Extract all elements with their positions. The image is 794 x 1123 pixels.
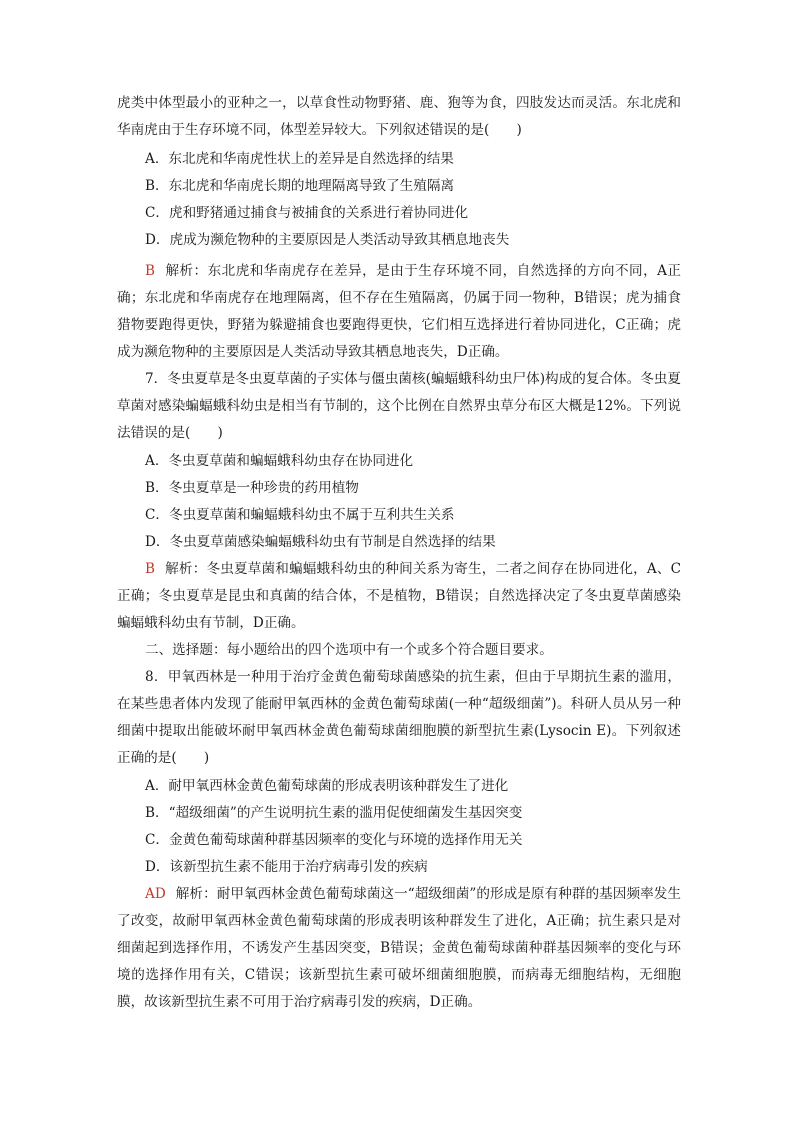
q7-explanation [117, 556, 681, 637]
q7-option-b: B．冬虫夏草是一种珍贵的药用植物 [145, 480, 359, 496]
q6-option-c: C．虎和野猪通过捕食与被捕食的关系进行着协同进化 [145, 205, 469, 221]
q8-answer: AD [145, 886, 166, 902]
q6-answer: B [145, 263, 155, 279]
q6-explanation-text: 解析：东北虎和华南虎存在差异，是由于生存环境不同，自然选择的方向不同，A正确；东北虎和华南虎存在地理隔离，但不存在生殖隔离，仍属于同一物种，B错误；虎为捕食猎物要跑得更快，野猪为躲避捕食也要跑得更快，它们相互选择进行着协同进化，C正确；虎成为濒危物种的主要原因是人类活动导致其栖息地丧失，D正确。 [117, 263, 681, 360]
q7-stem: 7．冬虫夏草是冬虫夏草菌的子实体与僵虫菌核(蝙蝠蛾科幼虫尸体)构成的复合体。冬虫夏草菌对感染蝙蝠蛾科幼虫是相当有节制的，这个比例在自然界虫草分布区大概是12%。下列说法错误的是( ) [117, 371, 681, 441]
q7-option-c: C．冬虫夏草菌和蝙蝠蛾科幼虫不属于互利共生关系 [145, 507, 455, 523]
q6-option-d: D．虎成为濒危物种的主要原因是人类活动导致其栖息地丧失 [145, 232, 510, 248]
q8-option-a: A．耐甲氧西林金黄色葡萄球菌的形成表明该种群发生了进化 [145, 778, 509, 794]
q7-option-d: D．冬虫夏草菌感染蝙蝠蛾科幼虫有节制是自然选择的结果 [145, 534, 496, 550]
q7-answer: B [145, 561, 155, 577]
q8-stem: 8．甲氧西林是一种用于治疗金黄色葡萄球菌感染的抗生素，但由于早期抗生素的滥用，在某些患者体内发现了能耐甲氧西林的金黄色葡萄球菌(一种“超级细菌”)。科研人员从另一种细菌中提取出能破坏耐甲氧西林金黄色葡萄球菌细胞膜的新型抗生素(Lysocin E)。下列叙述正确的是( ) [117, 669, 681, 766]
q6-option-b: B．东北虎和华南虎长期的地理隔离导致了生殖隔离 [145, 178, 455, 194]
q8-option-b: B．“超级细菌”的产生说明抗生素的滥用促使细菌发生基因突变 [145, 805, 523, 821]
q8-explanation-text: 解析：耐甲氧西林金黄色葡萄球菌这一“超级细菌”的形成是原有种群的基因频率发生了改变，故耐甲氧西林金黄色葡萄球菌的形成表明该种群发生了进化，A正确；抗生素只是对细菌起到选择作用，不诱发产生基因突变，B错误；金黄色葡萄球菌种群基因频率的变化与环境的选择作用有关，C错误；该新型抗生素可破坏细菌细胞膜，而病毒无细胞结构，无细胞膜，故该新型抗生素不可用于治疗病毒引发的疾病，D正确。 [117, 886, 681, 1010]
q8-explanation [117, 881, 681, 1016]
section-heading: 二、选择题：每小题给出的四个选项中有一个或多个符合题目要求。 [145, 642, 553, 658]
q7-explanation-text: 解析：冬虫夏草菌和蝙蝠蛾科幼虫的种间关系为寄生，二者之间存在协同进化，A、C正确；冬虫夏草是昆虫和真菌的结合体，不是植物，B错误；自然选择决定了冬虫夏草菌感染蝙蝠蛾科幼虫有节制，D正确。 [117, 561, 681, 631]
q8-option-d: D．该新型抗生素不能用于治疗病毒引发的疾病 [145, 859, 428, 875]
q7-option-a: A．冬虫夏草菌和蝙蝠蛾科幼虫存在协同进化 [145, 453, 414, 469]
q8-option-c: C．金黄色葡萄球菌种群基因频率的变化与环境的选择作用无关 [145, 832, 523, 848]
q6-explanation [117, 258, 681, 366]
q6-option-a: A．东北虎和华南虎性状上的差异是自然选择的结果 [145, 151, 454, 167]
q6-stem: 虎类中体型最小的亚种之一，以草食性动物野猪、鹿、狍等为食，四肢发达而灵活。东北虎和华南虎由于生存环境不同，体型差异较大。下列叙述错误的是( ) [117, 95, 681, 138]
